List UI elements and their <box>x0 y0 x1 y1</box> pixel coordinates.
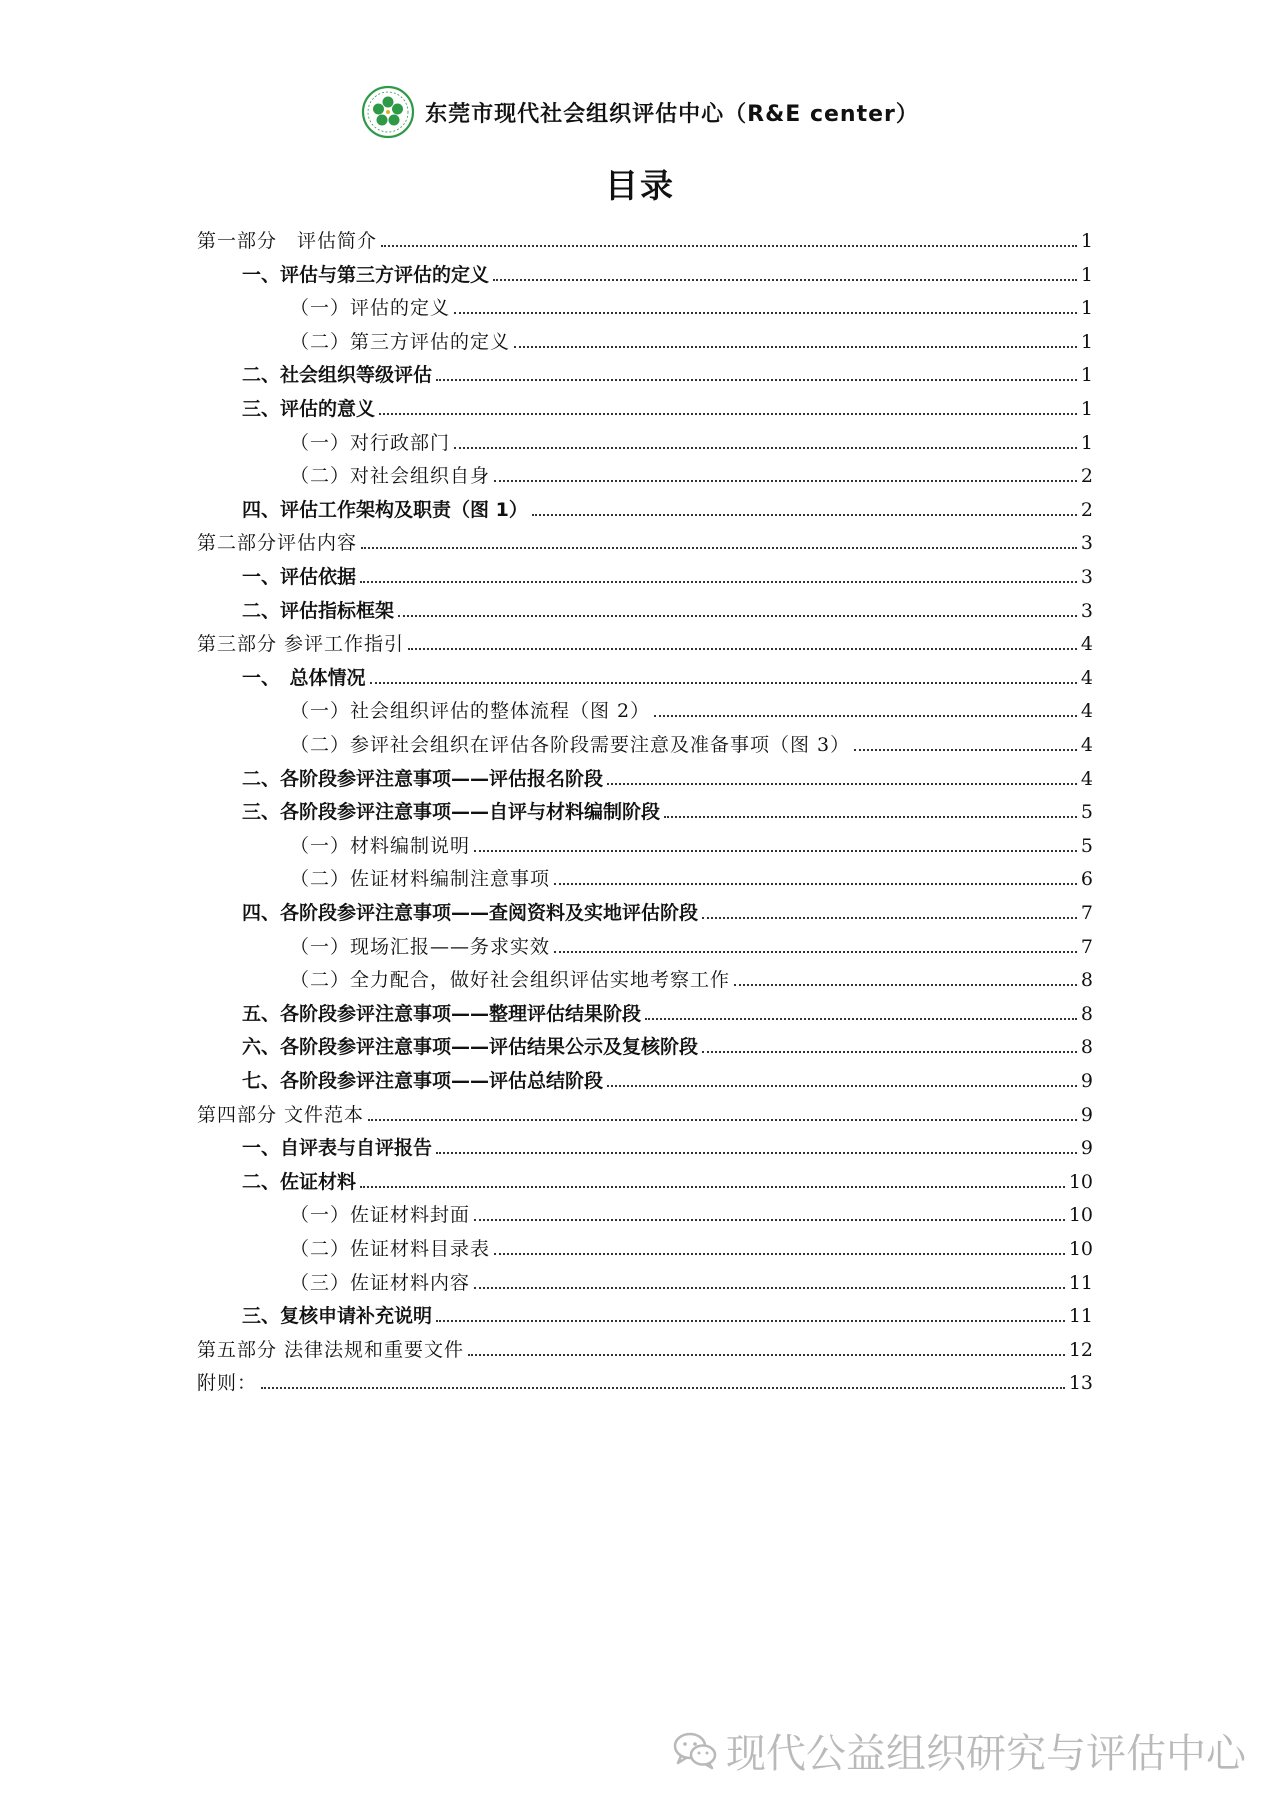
toc-entry-text: 一、评估依据 <box>242 566 357 588</box>
toc-entry <box>290 1199 1093 1227</box>
toc-page-number: 2 <box>1080 498 1093 521</box>
toc-entry <box>242 796 1093 824</box>
toc-entry-text: （二）参评社会组织在评估各阶段需要注意及准备事项（图 3） <box>290 734 851 756</box>
toc-page-number: 5 <box>1080 834 1093 857</box>
toc-title: 目录 <box>605 166 675 205</box>
toc-page-number: 4 <box>1080 633 1093 656</box>
toc-dot-leader <box>436 1320 1065 1322</box>
toc-dot-leader <box>664 816 1077 818</box>
toc-dot-leader <box>454 447 1077 449</box>
wechat-icon <box>672 1730 718 1770</box>
toc-page-number: 1 <box>1080 263 1093 286</box>
toc-dot-leader <box>734 984 1077 986</box>
toc-entry <box>197 1099 1093 1127</box>
toc-page-number: 10 <box>1068 1170 1093 1193</box>
toc-dot-leader <box>645 1018 1077 1020</box>
toc-entry <box>290 292 1093 320</box>
toc-entry <box>242 1166 1093 1194</box>
toc-page-number: 2 <box>1080 465 1093 488</box>
toc-dot-leader <box>398 615 1077 617</box>
toc-entry-text: 四、评估工作架构及职责（图 1） <box>242 498 528 521</box>
toc-entry-text: （二）对社会组织自身 <box>290 465 491 488</box>
toc-page-number: 1 <box>1080 364 1093 387</box>
toc-dot-leader <box>360 581 1077 583</box>
toc-entry <box>290 460 1093 488</box>
toc-entry <box>242 259 1093 287</box>
toc-entry-text: 第三部分 参评工作指引 <box>197 633 405 656</box>
toc-dot-leader <box>436 1152 1077 1154</box>
toc-page-number: 7 <box>1080 935 1093 958</box>
toc-entry <box>242 1132 1093 1160</box>
toc-page-number: 3 <box>1080 599 1093 622</box>
toc-entry <box>290 931 1093 959</box>
toc-page-number: 9 <box>1080 1070 1093 1092</box>
toc-entry-text: （一）对行政部门 <box>290 431 451 454</box>
toc-entry-text: 第一部分 评估简介 <box>197 230 378 252</box>
toc-dot-leader <box>494 1253 1065 1255</box>
toc-entry <box>290 964 1093 992</box>
toc-entry-text: （一）社会组织评估的整体流程（图 2） <box>290 700 651 723</box>
toc-page-number: 13 <box>1068 1372 1093 1395</box>
toc-entry <box>242 763 1093 791</box>
toc-entry-text: 三、各阶段参评注意事项——自评与材料编制阶段 <box>242 801 661 824</box>
toc-dot-leader <box>261 1387 1065 1389</box>
toc-page-number: 4 <box>1080 666 1093 689</box>
toc-entry-text: （三）佐证材料内容 <box>290 1271 471 1294</box>
toc-entry-text: 二、评估指标框架 <box>242 599 395 622</box>
toc-entry <box>242 1300 1093 1328</box>
toc-dot-leader <box>554 883 1077 885</box>
toc-entry-text: 五、各阶段参评注意事项——整理评估结果阶段 <box>242 1002 642 1025</box>
toc-entry <box>197 527 1093 555</box>
toc-dot-leader <box>408 648 1077 650</box>
toc-entry <box>290 830 1093 858</box>
toc-page-number: 3 <box>1080 566 1093 588</box>
toc-dot-leader <box>368 1119 1077 1121</box>
toc-entry-text: 一、 总体情况 <box>242 666 366 689</box>
toc-page-number: 8 <box>1080 1002 1093 1025</box>
toc-dot-leader <box>494 480 1077 482</box>
toc-dot-leader <box>607 1085 1077 1087</box>
toc-dot-leader <box>361 547 1077 549</box>
toc-dot-leader <box>854 749 1077 751</box>
watermark-text: 现代公益组织研究与评估中心 <box>726 1730 1246 1777</box>
toc-page-number: 1 <box>1080 230 1093 252</box>
organization-logo-icon <box>361 85 415 139</box>
toc-page-number: 1 <box>1080 431 1093 454</box>
toc-dot-leader <box>474 1219 1065 1221</box>
toc-page-number: 11 <box>1068 1271 1093 1294</box>
toc-dot-leader <box>360 1186 1065 1188</box>
toc-dot-leader <box>436 379 1077 381</box>
toc-dot-leader <box>474 850 1077 852</box>
toc-page-number: 3 <box>1080 532 1093 555</box>
toc-entry-text: （二）全力配合，做好社会组织评估实地考察工作 <box>290 969 731 992</box>
toc-dot-leader <box>474 1287 1065 1289</box>
toc-page-number: 9 <box>1080 1137 1093 1160</box>
toc-entry-text: 第二部分评估内容 <box>197 532 358 555</box>
toc-entry <box>290 729 1093 757</box>
toc-entry-text: 附则： <box>197 1372 258 1395</box>
toc-entry-text: （二）佐证材料目录表 <box>290 1238 491 1260</box>
toc-page-number: 5 <box>1080 801 1093 824</box>
toc-entry <box>242 359 1093 387</box>
toc-dot-leader <box>514 346 1077 348</box>
toc-entry <box>197 225 1093 253</box>
toc-entry-text: 二、社会组织等级评估 <box>242 364 433 387</box>
toc-page-number: 10 <box>1068 1238 1093 1260</box>
toc-entry <box>242 595 1093 623</box>
page-header <box>0 82 1280 142</box>
toc-entry-text: （一）材料编制说明 <box>290 834 471 857</box>
toc-dot-leader <box>702 917 1077 919</box>
toc-dot-leader <box>379 413 1077 415</box>
toc-page-number: 9 <box>1080 1103 1093 1126</box>
toc-entry <box>242 897 1093 925</box>
toc-page-number: 4 <box>1080 767 1093 790</box>
watermark <box>672 1720 1246 1780</box>
toc-entry <box>242 494 1093 522</box>
toc-page-number: 7 <box>1080 902 1093 924</box>
toc-entry <box>197 1334 1093 1362</box>
toc-entry-text: 第四部分 文件范本 <box>197 1103 365 1126</box>
toc-entry <box>290 1267 1093 1295</box>
toc-entry-text: 一、评估与第三方评估的定义 <box>242 263 490 286</box>
toc-entry <box>290 427 1093 455</box>
toc-entry <box>242 998 1093 1026</box>
toc-entry <box>290 863 1093 891</box>
toc-page-number: 10 <box>1068 1204 1093 1227</box>
toc-page-number: 4 <box>1080 734 1093 756</box>
toc-page-number: 1 <box>1080 330 1093 353</box>
toc-page-number: 12 <box>1068 1338 1093 1361</box>
toc-dot-leader <box>607 783 1077 785</box>
toc-dot-leader <box>493 279 1077 281</box>
toc-page-number: 1 <box>1080 398 1093 420</box>
toc-entry-text: （一）佐证材料封面 <box>290 1204 471 1227</box>
toc-entry-text: 二、佐证材料 <box>242 1170 357 1193</box>
toc-entry <box>242 561 1093 589</box>
toc-entry-text: 七、各阶段参评注意事项——评估总结阶段 <box>242 1070 604 1092</box>
toc-entry <box>242 393 1093 421</box>
toc-dot-leader <box>654 715 1077 717</box>
toc-dot-leader <box>381 245 1077 247</box>
toc-entry-text: 三、评估的意义 <box>242 398 376 420</box>
toc-entry <box>290 326 1093 354</box>
toc-entry-text: 第五部分 法律法规和重要文件 <box>197 1338 465 1361</box>
toc-entry-text: 三、复核申请补充说明 <box>242 1305 433 1328</box>
toc-entry-text: 一、自评表与自评报告 <box>242 1137 433 1160</box>
toc-entry-text: （二）佐证材料编制注意事项 <box>290 868 551 891</box>
toc-dot-leader <box>468 1354 1065 1356</box>
toc-page-number: 8 <box>1080 1036 1093 1059</box>
toc-entry-text: 二、各阶段参评注意事项——评估报名阶段 <box>242 767 604 790</box>
toc-entry-text: 六、各阶段参评注意事项——评估结果公示及复核阶段 <box>242 1036 699 1059</box>
toc-entry <box>290 1233 1093 1261</box>
toc-entry <box>242 1065 1093 1093</box>
toc-dot-leader <box>454 312 1077 314</box>
toc-dot-leader <box>532 514 1077 516</box>
toc-dot-leader <box>370 682 1077 684</box>
toc-page-number: 1 <box>1080 297 1093 320</box>
toc-entry-text: （一）评估的定义 <box>290 297 451 320</box>
toc-entry-text: （二）第三方评估的定义 <box>290 330 511 353</box>
toc-entry-text: 四、各阶段参评注意事项——查阅资料及实地评估阶段 <box>242 902 699 924</box>
organization-name: 东莞市现代社会组织评估中心（R&E center） <box>425 101 919 127</box>
toc-page-number: 4 <box>1080 700 1093 723</box>
toc-entry <box>242 662 1093 690</box>
toc-entry <box>197 1367 1093 1395</box>
toc-dot-leader <box>554 951 1077 953</box>
toc-entry <box>290 695 1093 723</box>
toc-entry <box>242 1031 1093 1059</box>
toc-entry-text: （一）现场汇报——务求实效 <box>290 935 551 958</box>
toc-page-number: 6 <box>1080 868 1093 891</box>
toc-page-number: 11 <box>1068 1305 1093 1328</box>
toc-entry <box>197 628 1093 656</box>
toc-dot-leader <box>702 1051 1077 1053</box>
toc-page-number: 8 <box>1080 969 1093 992</box>
